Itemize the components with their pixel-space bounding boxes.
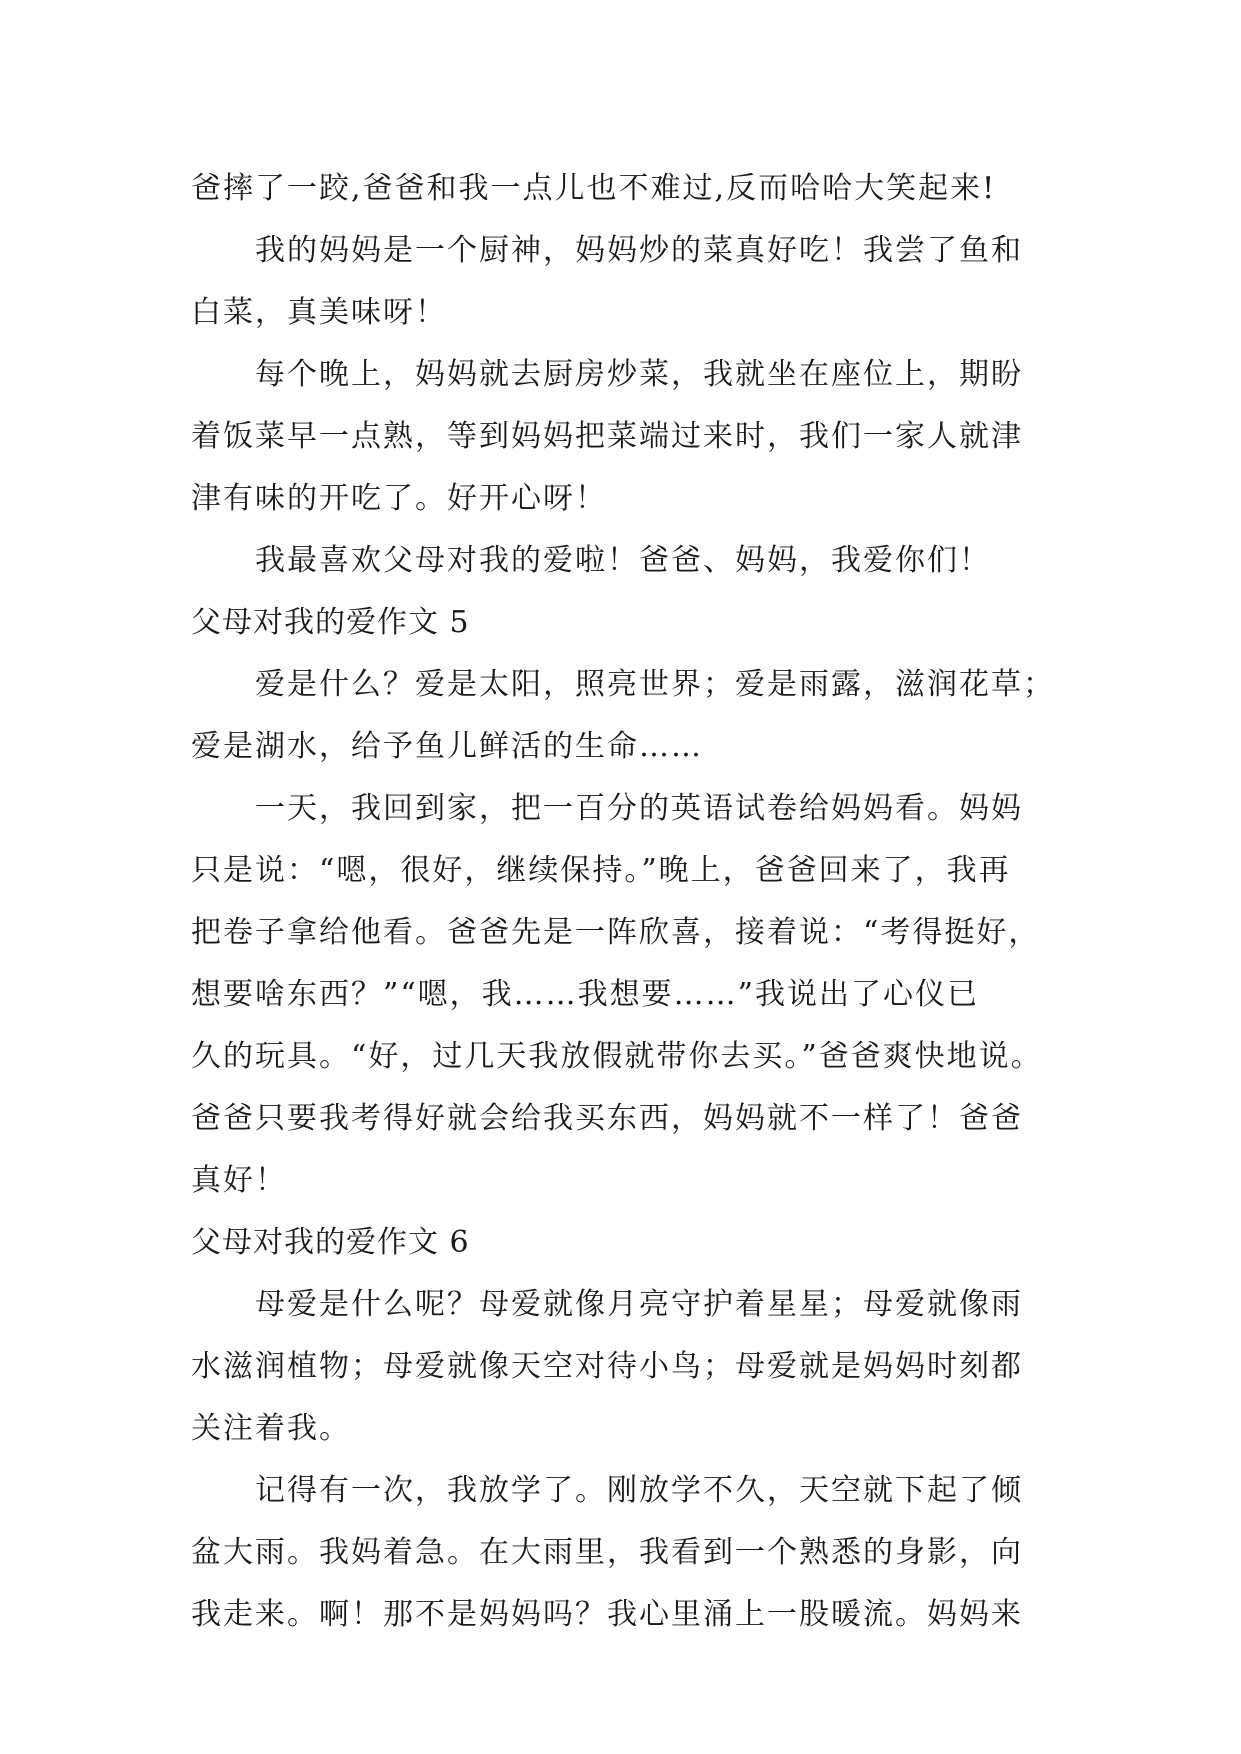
text-line: 想要啥东西？”“嗯，我……我想要……”我说出了心仪已	[191, 977, 980, 1012]
text-line: 久的玩具。“好，过几天我放假就带你去买。”爸爸爽快地说。	[191, 1039, 1043, 1074]
text-line: 白菜，真美味呀！	[191, 295, 447, 330]
text-line: 我走来。啊！那不是妈妈吗？我心里涌上一股暖流。妈妈来	[191, 1597, 1023, 1632]
text-line: 盆大雨。我妈着急。在大雨里，我看到一个熟悉的身影，向	[191, 1535, 1023, 1570]
text-line: 着饭菜早一点熟，等到妈妈把菜端过来时，我们一家人就津	[191, 419, 1023, 454]
section-heading: 父母对我的爱作文 6	[191, 1225, 470, 1260]
text-line: 关注着我。	[191, 1411, 351, 1446]
paragraph-first-line: 我最喜欢父母对我的爱啦！爸爸、妈妈，我爱你们！	[255, 543, 991, 578]
paragraph-first-line: 记得有一次，我放学了。刚放学不久，天空就下起了倾	[255, 1473, 1023, 1508]
text-line: 把卷子拿给他看。爸爸先是一阵欣喜，接着说：“考得挺好，	[191, 915, 1041, 950]
text-line: 爱是湖水，给予鱼儿鲜活的生命……	[191, 729, 703, 764]
paragraph-first-line: 我的妈妈是一个厨神，妈妈炒的菜真好吃！我尝了鱼和	[255, 233, 1023, 268]
text-line: 只是说：“嗯，很好，继续保持。”晚上，爸爸回来了，我再	[191, 853, 1011, 888]
section-heading: 父母对我的爱作文 5	[191, 605, 470, 640]
paragraph-first-line: 一天，我回到家，把一百分的英语试卷给妈妈看。妈妈	[255, 791, 1023, 826]
paragraph-first-line: 每个晚上，妈妈就去厨房炒菜，我就坐在座位上，期盼	[255, 357, 1023, 392]
text-line: 爸摔了一跤,爸爸和我一点儿也不难过,反而哈哈大笑起来!	[191, 171, 997, 206]
text-line: 水滋润植物；母爱就像天空对待小鸟；母爱就是妈妈时刻都	[191, 1349, 1023, 1384]
paragraph-first-line: 母爱是什么呢？母爱就像月亮守护着星星；母爱就像雨	[255, 1287, 1023, 1322]
text-line: 真好！	[191, 1163, 287, 1198]
text-line: 爸爸只要我考得好就会给我买东西，妈妈就不一样了！爸爸	[191, 1101, 1023, 1136]
text-line: 津有味的开吃了。好开心呀！	[191, 481, 607, 516]
essay-text	[191, 158, 1061, 1646]
paragraph-first-line: 爱是什么？爱是太阳，照亮世界；爱是雨露，滋润花草；	[255, 667, 1055, 702]
